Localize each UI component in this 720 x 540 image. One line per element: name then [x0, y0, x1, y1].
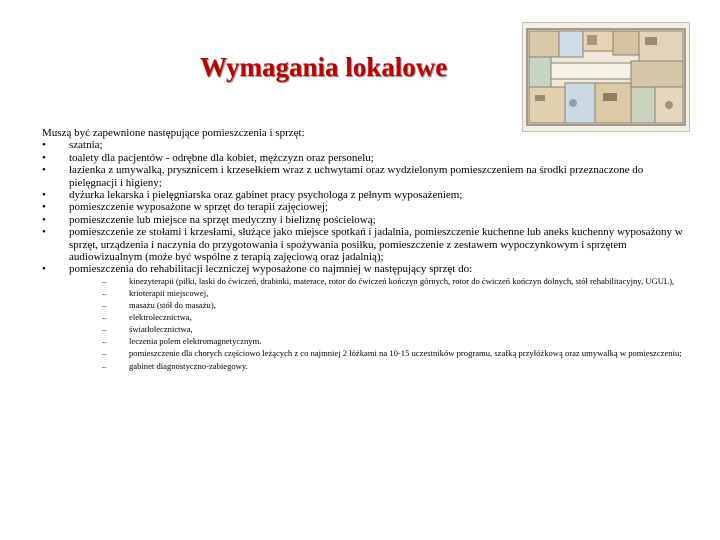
sub-list-item: – kinezyterapii (piłki, laski do ćwiczeń, drabinki, materace, rotor do ćwiczeń kończyn górnych, rotor do ćwiczeń kończyn dolnych, stół rehabilitacyjny, UGUL),	[102, 275, 675, 286]
list-item: • łazienka z umywalką, prysznicem i krzesełkiem wraz z uchwytami oraz wydzielonym pomieszczeniem na środki przeznaczone do pielęgnacji i higieny;	[42, 164, 644, 189]
dash-icon: –	[102, 287, 107, 298]
list-item: • szatnia;	[42, 139, 103, 152]
sub-list-item: – światłolecznictwa,	[102, 324, 193, 335]
floor-plan-image	[522, 22, 690, 132]
dash-icon: –	[102, 360, 107, 371]
slide-title: Wymagania lokalowe	[200, 52, 448, 82]
list-item: • pomieszczenia do rehabilitacji leczniczej wyposażone co najmniej w następujący sprzęt do: – kinezyterapii (piłki, laski do ćwiczeń, drabinki, materace, rotor do ćwiczeń kończyn górnych, rotor do ćwiczeń kończyn dolnych, stół rehabilitacyjny, UGUL), – krioterapii miejscowej, – masażu (stół do masażu), – elektrolecznictwa, – światłolecznictwa, – leczenia polem elektromagnetycznym. – pomieszczenie dla chorych częściowo leżących z co najmniej 2 łóżkami na 10-15 uczestników programu, szafką przyłóżkową oraz umywalką w pomieszczeniu; – gabinet diagnostyczno-zabiegowy.	[42, 263, 692, 370]
list-item: • pomieszczenie ze stołami i krzesłami, służące jako miejsce spotkań i jadalnia, pomieszczenie kuchenne lub aneks kuchenny wyposażony w sprzęt, urządzenia i naczynia do przygotowania i spożywania posiłku, pomieszczenie z zestawem wypoczynkowym i sprzętem audiowizualnym (może być wspólne z terapią zajęciową oraz jadalnią);	[42, 226, 683, 264]
sub-list-item: – masażu (stół do masażu),	[102, 300, 216, 311]
requirements-content	[42, 127, 692, 373]
dash-icon: –	[102, 324, 107, 335]
list-item: • pomieszczenie wyposażone w sprzęt do terapii zajęciowej;	[42, 201, 328, 214]
sub-list-item: – krioterapii miejscowej,	[102, 287, 209, 298]
dash-icon: –	[102, 312, 107, 323]
sub-list-item: – pomieszczenie dla chorych częściowo leżących z co najmniej 2 łóżkami na 10-15 uczestników programu, szafką przyłóżkową oraz umywalką w pomieszczeniu;	[102, 348, 682, 359]
sub-list-item: – elektrolecznictwa,	[102, 312, 192, 323]
bullet-icon: •	[42, 213, 46, 226]
bullet-icon: •	[42, 139, 46, 152]
dash-icon: –	[102, 336, 107, 347]
bullet-icon: •	[42, 164, 46, 177]
list-item: • pomieszczenie lub miejsce na sprzęt medyczny i bieliznę pościelową;	[42, 213, 376, 226]
requirements-list	[42, 139, 692, 370]
bullet-icon: •	[42, 263, 46, 276]
floor-plan-drawing	[523, 23, 689, 131]
bullet-icon: •	[42, 201, 46, 214]
dash-icon: –	[102, 275, 107, 286]
bullet-icon: •	[42, 151, 46, 164]
rehab-equipment-list	[69, 276, 692, 371]
bullet-icon: •	[42, 189, 46, 202]
intro-text: Muszą być zapewnione następujące pomieszczenia i sprzęt:	[42, 127, 305, 139]
dash-icon: –	[102, 348, 107, 359]
dash-icon: –	[102, 300, 107, 311]
sub-list-item: – leczenia polem elektromagnetycznym.	[102, 336, 262, 347]
bullet-icon: •	[42, 226, 46, 239]
sub-list-item: – gabinet diagnostyczno-zabiegowy.	[102, 360, 248, 371]
list-item: • toalety dla pacjentów - odrębne dla kobiet, mężczyzn oraz personelu;	[42, 151, 374, 164]
list-item: • dyżurka lekarska i pielęgniarska oraz gabinet pracy psychologa z pełnym wyposażeniem;	[42, 189, 463, 202]
